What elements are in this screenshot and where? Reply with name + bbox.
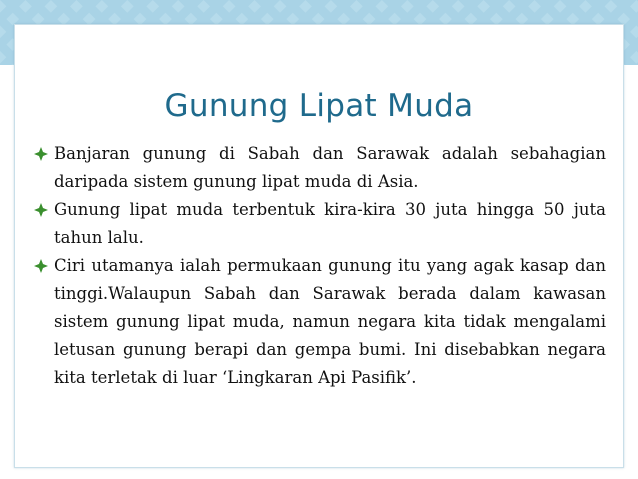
bullet-text: Ciri utamanya ialah permukaan gunung itu yang agak kasap dan tinggi.Walaupun Sabah dan Sarawak berada dalam kawasan sistem gunung lipat muda, namun negara kita tidak mengalami letusan gunung berapi dan gempa bumi. Ini disebabkan negara kita terletak di luar ‘Lingkaran Api Pasifik’. [54,256,606,387]
diamond-bullet-icon [34,259,48,273]
bullet-list [32,140,606,392]
bullet-item [32,252,606,392]
slide-title: Gunung Lipat Muda [164,88,474,124]
bullet-text: Banjaran gunung di Sabah dan Sarawak adalah sebahagian daripada sistem gunung lipat muda di Asia. [54,144,606,191]
bullet-item [32,140,606,196]
bullet-item [32,196,606,252]
diamond-bullet-icon [34,147,48,161]
bullet-text: Gunung lipat muda terbentuk kira-kira 30 juta hingga 50 juta tahun lalu. [54,200,606,247]
diamond-bullet-icon [34,203,48,217]
